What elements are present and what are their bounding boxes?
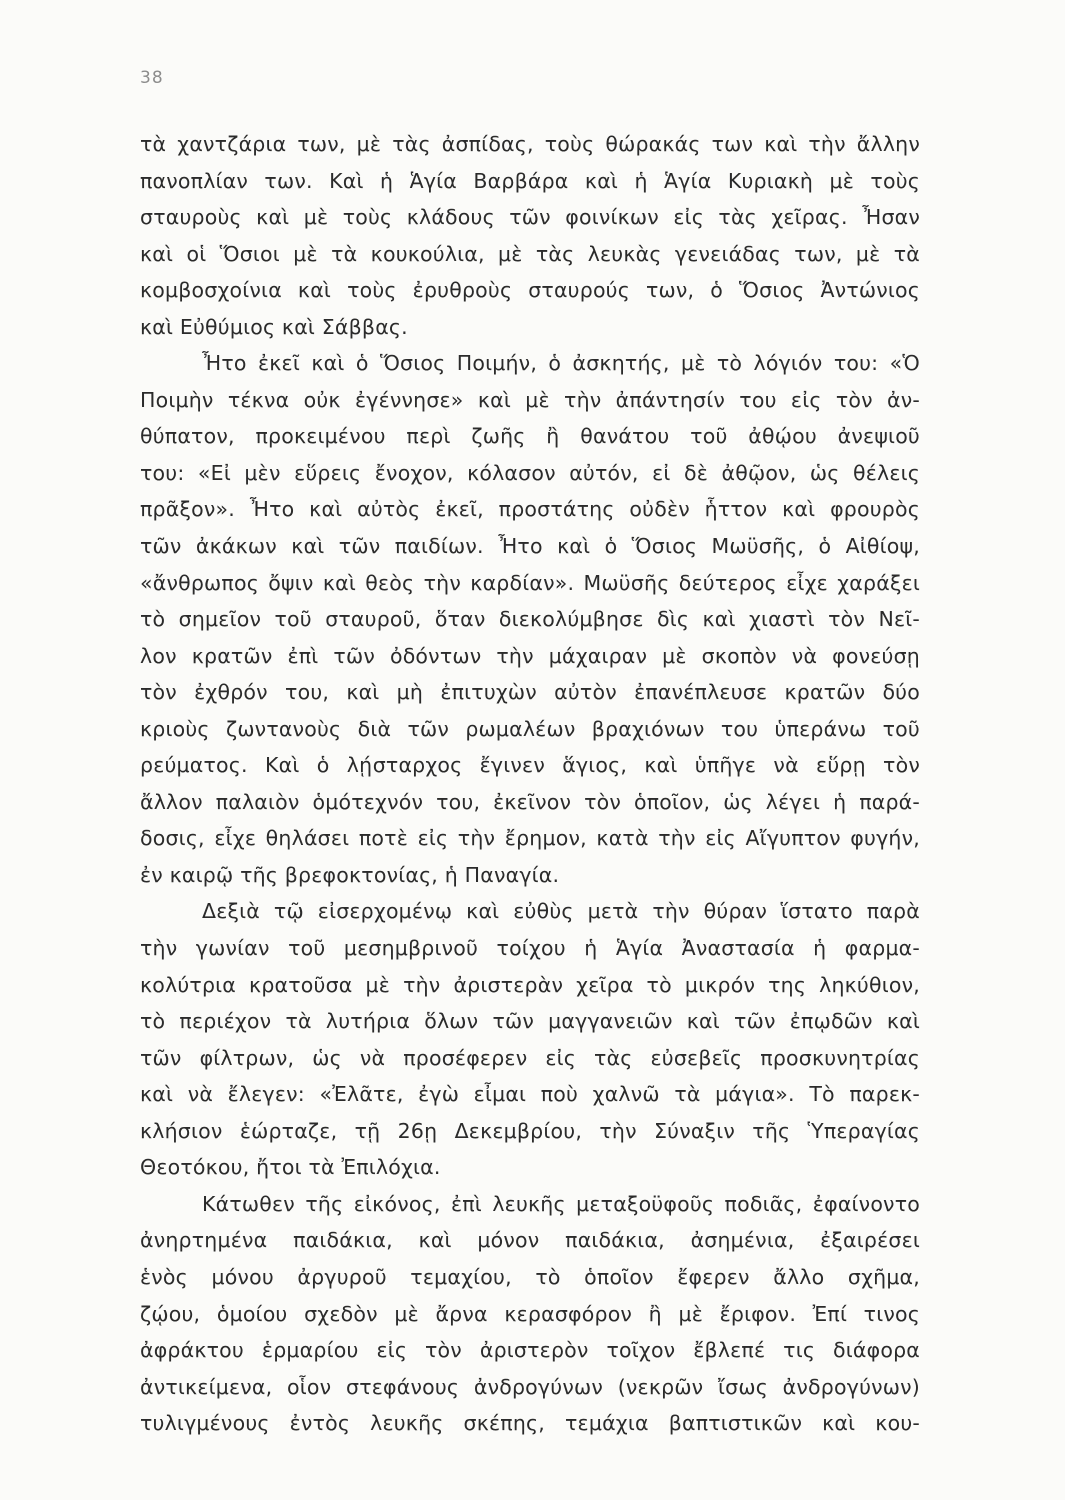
text-line: ἑνὸς μόνου ἀργυροῦ τεμαχίου, τὸ ὁποῖον ἔφερεν ἄλλο σχῆμα, <box>140 1264 920 1289</box>
text-line: δοσις, εἶχε θηλάσει ποτὲ εἰς τὴν ἔρημον, κατὰ τὴν εἰς Αἴγυπτον φυγήν, <box>140 826 920 851</box>
text-line: πρᾶξον». Ἦτο καὶ αὐτὸς ἐκεῖ, προστάτης οὐδὲν ἧττον καὶ φρουρὸς <box>140 497 920 522</box>
text-line: Ποιμὴν τέκνα οὐκ ἐγέννησε» καὶ μὲ τὴν ἀπάντησίν του εἰς τὸν ἀν- <box>140 387 920 412</box>
text-line: ρεύματος. Καὶ ὁ λῄσταρχος ἔγινεν ἅγιος, καὶ ὑπῆγε νὰ εὕρῃ τὸν <box>140 753 920 778</box>
body-text <box>140 126 920 1442</box>
text-line: τὸ περιέχον τὰ λυτήρια ὅλων τῶν μαγγανειῶν καὶ τῶν ἐπῳδῶν καὶ <box>140 1009 920 1034</box>
text-line: ἀνηρτημένα παιδάκια, καὶ μόνον παιδάκια, ἀσημένια, ἐξαιρέσει <box>140 1228 920 1253</box>
text-line: Ἦτο ἐκεῖ καὶ ὁ Ὅσιος Ποιμήν, ὁ ἀσκητής, μὲ τὸ λόγιόν του: «Ὁ <box>202 351 920 376</box>
text-line: τὰ χαντζάρια των, μὲ τὰς ἀσπίδας, τοὺς θώρακάς των καὶ τὴν ἄλλην <box>140 132 920 156</box>
text-line: ζῴου, ὁμοίου σχεδὸν μὲ ἄρνα κερασφόρον ἢ μὲ ἔριφον. Ἐπί τινος <box>140 1301 920 1326</box>
text-line: τυλιγμένους ἐντὸς λευκῆς σκέπης, τεμάχια βαπτιστικῶν καὶ κου- <box>140 1411 920 1436</box>
text-line: ἀφράκτου ἑρμαρίου εἰς τὸν ἀριστερὸν τοῖχον ἔβλεπέ τις διάφορα <box>140 1338 920 1363</box>
text-line: τῶν φίλτρων, ὡς νὰ προσέφερεν εἰς τὰς εὐσεβεῖς προσκυνητρίας <box>140 1045 920 1070</box>
text-line: ἀντικείμενα, οἷον στεφάνους ἀνδρογύνων (νεκρῶν ἴσως ἀνδρογύνων) <box>140 1374 920 1399</box>
text-line: κριοὺς ζωντανοὺς διὰ τῶν ρωμαλέων βραχιόνων του ὑπεράνω τοῦ <box>140 716 920 741</box>
text-line: τὸν ἐχθρόν του, καὶ μὴ ἐπιτυχὼν αὐτὸν ἐπανέπλευσε κρατῶν δύο <box>140 680 920 705</box>
text-line: λον κρατῶν ἐπὶ τῶν ὀδόντων τὴν μάχαιραν μὲ σκοπὸν νὰ φονεύσῃ <box>140 643 920 668</box>
text-line: του: «Εἰ μὲν εὕρεις ἔνοχον, κόλασον αὐτόν, εἰ δὲ ἀθῷον, ὡς θέλεις <box>140 460 920 485</box>
text-line: καὶ Εὐθύμιος καὶ Σάββας. <box>140 314 408 339</box>
text-line: κλήσιον ἑώρταζε, τῇ 26ῃ Δεκεμβρίου, τὴν Σύναξιν τῆς Ὑπεραγίας <box>140 1118 920 1143</box>
text-line: Κάτωθεν τῆς εἰκόνος, ἐπὶ λευκῆς μεταξοϋφοῦς ποδιᾶς, ἐφαίνοντο <box>202 1191 920 1216</box>
text-line: θύπατον, προκειμένου περὶ ζωῆς ἢ θανάτου τοῦ ἀθῴου ἀνεψιοῦ <box>140 424 920 449</box>
text-line: τὴν γωνίαν τοῦ μεσημβρινοῦ τοίχου ἡ Ἁγία Ἀναστασία ἡ φαρμα- <box>140 936 920 961</box>
text-line: καὶ νὰ ἔλεγεν: «Ἐλᾶτε, ἐγὼ εἶμαι ποὺ χαλνῶ τὰ μάγια». Τὸ παρεκ- <box>140 1082 920 1107</box>
text-line: Θεοτόκου, ἤτοι τὰ Ἐπιλόχια. <box>140 1155 441 1180</box>
text-line: Δεξιὰ τῷ εἰσερχομένῳ καὶ εὐθὺς μετὰ τὴν θύραν ἵστατο παρὰ <box>202 899 920 924</box>
text-line: καὶ οἱ Ὅσιοι μὲ τὰ κουκούλια, μὲ τὰς λευκὰς γενειάδας των, μὲ τὰ <box>140 241 920 266</box>
text-line: κομβοσχοίνια καὶ τοὺς ἐρυθροὺς σταυρούς των, ὁ Ὅσιος Ἀντώνιος <box>140 278 920 303</box>
text-line: τὸ σημεῖον τοῦ σταυροῦ, ὅταν διεκολύμβησε δὶς καὶ χιαστὶ τὸν Νεῖ- <box>140 607 920 632</box>
text-line: κολύτρια κρατοῦσα μὲ τὴν ἀριστερὰν χεῖρα τὸ μικρόν της ληκύθιον, <box>140 972 920 997</box>
text-line: πανοπλίαν των. Καὶ ἡ Ἁγία Βαρβάρα καὶ ἡ Ἁγία Κυριακὴ μὲ τοὺς <box>140 168 920 193</box>
text-line: σταυροὺς καὶ μὲ τοὺς κλάδους τῶν φοινίκων εἰς τὰς χεῖρας. Ἦσαν <box>140 205 920 230</box>
text-line: ἐν καιρῷ τῆς βρεφοκτονίας, ἡ Παναγία. <box>140 862 560 887</box>
page-number: 38 <box>140 68 164 88</box>
text-line: τῶν ἀκάκων καὶ τῶν παιδίων. Ἦτο καὶ ὁ Ὅσιος Μωϋσῆς, ὁ Αἰθίοψ, <box>140 534 920 559</box>
text-line: ἄλλον παλαιὸν ὁμότεχνόν του, ἐκεῖνον τὸν ὁποῖον, ὡς λέγει ἡ παρά- <box>140 789 920 814</box>
text-line: «ἄνθρωπος ὄψιν καὶ θεὸς τὴν καρδίαν». Μωϋσῆς δεύτερος εἶχε χαράξει <box>140 570 920 595</box>
